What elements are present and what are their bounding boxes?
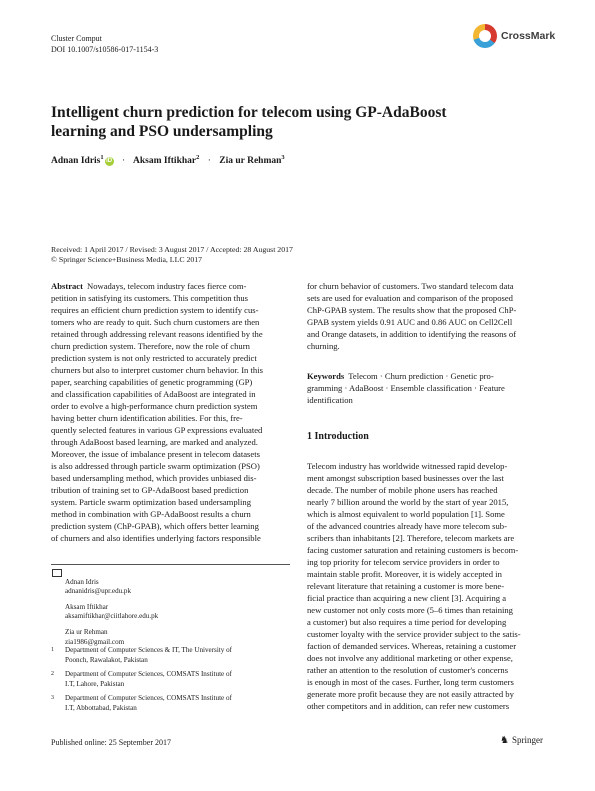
contact-block: [51, 566, 290, 647]
abstract-line: and classification capabilities of AdaBoost are integrated in: [51, 389, 256, 399]
introduction-text: Telecom industry has worldwide witnessed rapid develop- ment amongst subscription based businesses over the last decade. The number of mobile phone users has reached nearly 7 billion around the world by the start of year 2015, which is almost equivalent to world population [1]. Some of the advanced countries already have more telecom sub- scribers than inhabitants [2]. Therefore, telecom markets are facing customer saturation and retaining customers is becom- ing top priority for telecom service providers in order to maintain stable profit. Moreover, it is widely accepted in relevant literature that retaining a customer is more bene- ficial practice than acquiring a new client [3]. Acquiring a new customer not only costs more (5–6 times than retaining a customer) but also requires a time period for developing customer loyalty with the service provider subject to the satis- faction of demanded services. Whereas, retaining a customer does not involve any additional marketing or other expense, rather an attention to the resolution of customer's concerns is enough in most of the cases. Further, long term customers generate more profit because they are not easily attracted by other competitors and in addition, can refer new customers: [307, 461, 521, 711]
abstract-line: through AdaBoost based learning, are marked and analyzed.: [51, 437, 258, 447]
abstract-line: retained through addressing relevant reasons identified by the: [51, 329, 263, 339]
contact-name: Zia ur Rehman: [65, 627, 108, 636]
abstract-left-column: [51, 280, 290, 544]
contact-email[interactable]: aksamiftikhar@ciitlahore.edu.pk: [65, 612, 159, 621]
affiliation-block: [51, 646, 290, 714]
journal-name: Cluster Comput: [51, 34, 102, 43]
crossmark-label: CrossMark: [501, 30, 556, 42]
received-dates: Received: 1 April 2017 / Revised: 3 August 2017 / Accepted: 28 August 2017: [51, 245, 293, 254]
abstract-line: prediction system is not only restricted to accurately predict: [51, 353, 257, 363]
abstract-line: tomers who are ready to quit. Such churn customers are then: [51, 317, 260, 327]
abstract-line: order to evolve a high-performance churn prediction system: [51, 401, 258, 411]
abstract-line: churn prediction system. Therefore, now the role of churn: [51, 341, 250, 351]
author-name[interactable]: Adnan Idris: [51, 156, 101, 167]
doi[interactable]: DOI 10.1007/s10586-017-1154-3: [51, 45, 159, 54]
abstract-line: of churners and also identifies underlying factors responsible: [51, 533, 261, 543]
abstract-line: method in combination with GP-AdaBoost results a churn: [51, 509, 251, 519]
author-list: Adnan Idris$^1$iD · Aksam Iftikhar$^2$ · Zia ur Rehman$^3$: [51, 154, 285, 167]
abstract-line: system. Particle swarm optimization based undersampling: [51, 497, 252, 507]
envelope-icon: [52, 569, 62, 577]
abstract-line: petition in satisfying its customers. This competition thus: [51, 293, 249, 303]
abstract-line: and Orange datasets, in addition to identifying the reasons of: [307, 329, 517, 339]
abstract-line: sets are used for evaluation and comparison of the proposed: [307, 293, 513, 303]
springer-horse-icon: ♞: [500, 735, 509, 746]
abstract-line: Moreover, the issue of imbalance present in telecom datasets: [51, 449, 260, 459]
abstract-line: quently selected features in various GP expressions evaluated: [51, 425, 263, 435]
contact-email[interactable]: adnanidris@upr.edu.pk: [65, 587, 132, 596]
abstract-line: based undersampling method, which provides unbiased dis-: [51, 473, 257, 483]
abstract-line: having better churn identification abilities. For this, fre-: [51, 413, 243, 423]
contact-name: Aksam Iftikhar: [65, 602, 109, 611]
paper-title: Intelligent churn prediction for telecom using GP-AdaBoost learning and PSO undersampling: [51, 104, 447, 140]
copyright: © Springer Science+Business Media, LLC 2017: [51, 255, 203, 264]
author-separator: ·: [207, 156, 211, 167]
contact-email[interactable]: zia1986@gmail.com: [65, 637, 125, 646]
abstract-line: prediction system (ChP-GPAB), which offers better learning: [51, 521, 259, 531]
section-heading: 1 Introduction: [307, 431, 369, 442]
keywords: Keywords Telecom · Churn prediction · Genetic pro- gramming · AdaBoost · Ensemble classification · Feature identification: [307, 371, 505, 405]
affiliation: 3 Department of Computer Sciences, COMSATS Institute of I.T, Abbottabad, Pakistan: [51, 694, 232, 712]
publisher-logo: ♞ Springer: [500, 735, 543, 746]
keywords-label: Keywords: [307, 371, 345, 381]
author-separator: ·: [122, 156, 126, 167]
orcid-icon[interactable]: iD: [106, 158, 113, 165]
abstract-line: churners but also to interpret customer churn behavior. In this: [51, 365, 263, 375]
abstract-line: Abstract Nowadays, telecom industry faces fierce com-: [51, 281, 247, 291]
abstract-label: Abstract: [51, 281, 83, 291]
author-name[interactable]: Zia ur Rehman: [219, 156, 282, 167]
abstract-line: churning.: [307, 341, 340, 351]
abstract-line: for churn behavior of customers. Two standard telecom data: [307, 281, 514, 291]
affiliation: 1 Department of Computer Sciences & IT, The University of Poonch, Rawalakot, Pakistan: [51, 646, 232, 664]
crossmark-icon: [473, 24, 497, 48]
abstract-line: is also addressed through particle swarm optimization (PSO): [51, 461, 260, 471]
published-date: Published online: 25 September 2017: [51, 738, 171, 747]
abstract-line: ChP-GPAB system. The results show that the proposed ChP-: [307, 305, 517, 315]
author-name[interactable]: Aksam Iftikhar: [133, 156, 197, 167]
abstract-line: paper, searching capabilities of genetic programming (GP): [51, 377, 253, 387]
abstract-line: GPAB system yields 0.91 AUC and 0.86 AUC on Cell2Cell: [307, 317, 513, 327]
abstract-right-column: [307, 280, 545, 352]
crossmark-badge[interactable]: [473, 24, 573, 52]
affiliation: 2 Department of Computer Sciences, COMSATS Institute of I.T, Lahore, Pakistan: [51, 670, 232, 688]
footnote-divider: [51, 564, 290, 565]
abstract-line: requires an efficient churn prediction system to identify cus-: [51, 305, 259, 315]
abstract-line: tribution of training set to GP-AdaBoost based prediction: [51, 485, 249, 495]
contact-name: Adnan Idris: [65, 577, 99, 586]
